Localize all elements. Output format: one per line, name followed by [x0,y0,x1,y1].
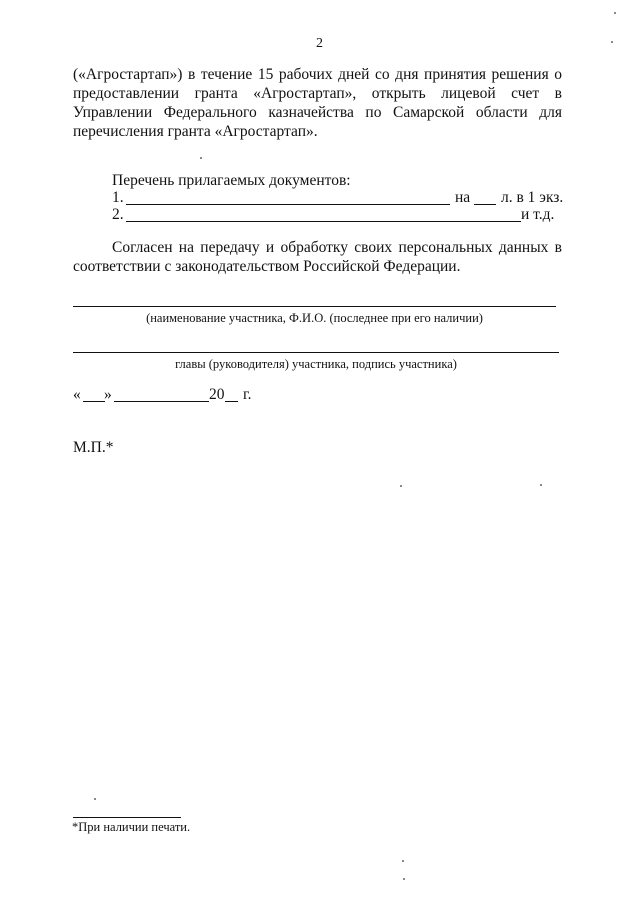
year-prefix: 20 [209,386,225,403]
scan-speck [402,860,404,862]
etc-label: и т.д. [521,206,555,223]
open-quote: « [73,386,81,403]
scan-speck [611,41,613,43]
signature-line-2 [73,352,559,353]
scan-speck [614,12,616,14]
item-number: 2. [112,206,124,223]
scan-speck [540,484,542,486]
signature-caption-2: главы (руководителя) участника, подпись участника) [175,357,457,371]
scan-speck [200,157,202,159]
year-suffix: г. [243,386,252,403]
sheets-label: л. в 1 экз. [501,189,564,206]
document-name-line [126,204,450,205]
page-number: 2 [316,36,323,51]
footnote: *При наличии печати. [72,820,191,834]
close-quote: » [104,386,112,403]
scan-speck [400,485,402,487]
on-label: на [455,189,471,206]
signature-caption-1: (наименование участника, Ф.И.О. (последнее при его наличии) [146,311,483,325]
date-field [73,386,273,405]
month-line [114,401,209,402]
signature-line-1 [73,306,556,307]
scan-speck [94,798,96,800]
year-line [225,401,238,402]
documents-heading: Перечень прилагаемых документов: [112,172,351,189]
stamp-label: М.П.* [73,439,114,456]
document-item-2 [112,206,562,225]
document-name-line [126,221,521,222]
paragraph-continuation: («Агростартап») в течение 15 рабочих дней со дня принятия решения о предоставлении гранта «Агростартап», открыть лицевой счет в Управлении Федерального казначейства по Самарской области для перечисления гранта «Агростартап». [73,66,562,140]
sheets-count-line [474,204,496,205]
scan-speck [403,878,405,880]
footnote-rule [73,817,181,818]
personal-data-consent: Согласен на передачу и обработку своих персональных данных в соответствии с законодательством Российской Федерации. [73,239,562,275]
day-line [83,401,105,402]
item-number: 1. [112,189,124,206]
